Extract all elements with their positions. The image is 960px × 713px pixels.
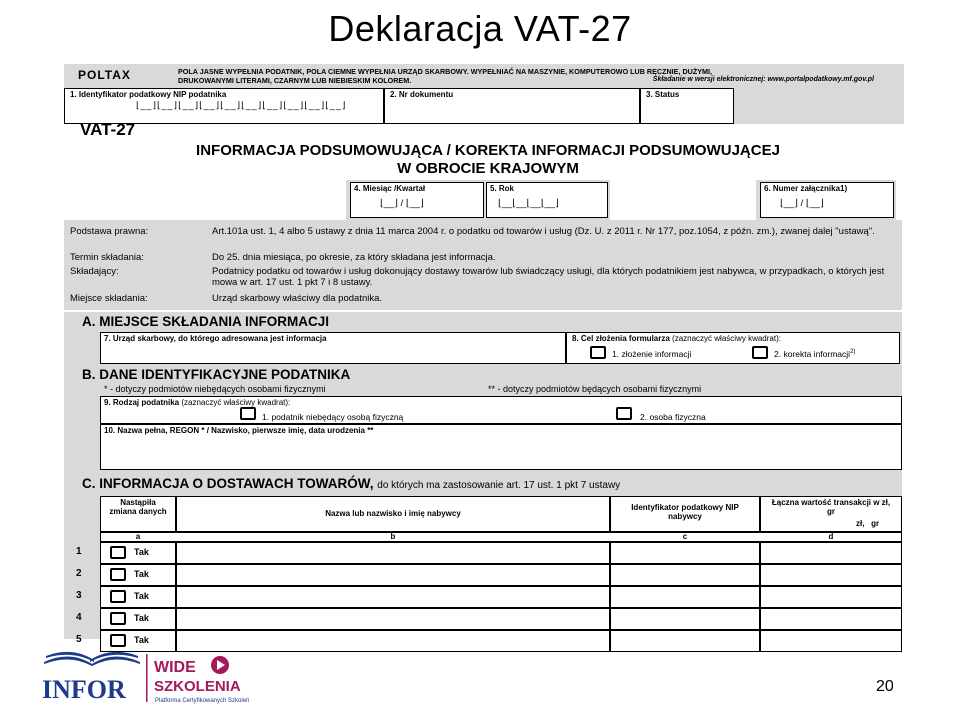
field-month-quarter-label: 4. Miesiąc /Kwartał bbox=[354, 184, 426, 193]
row-number: 3 bbox=[76, 590, 82, 601]
row-change-checkbox[interactable] bbox=[110, 634, 126, 647]
submitter-value: Podatnicy podatku od towarów i usług dokonujący dostawy towarów lub świadczący usługi, dla których podatnikiem jest nabywca, w przypadkach, o których jest mowa w art. 17 ust. 1 pkt 7 i 8 ustawy. bbox=[212, 266, 885, 288]
field-tax-office-label: 7. Urząd skarbowy, do którego adresowana jest informacja bbox=[104, 334, 327, 343]
purpose-correction-footnote: 2) bbox=[850, 349, 856, 356]
month-quarter-input-marks: ⌊__⌋ / ⌊__⌋ bbox=[380, 198, 424, 209]
infor-wide-szkolenia-logo bbox=[40, 648, 270, 708]
taxpayer-natural-checkbox[interactable] bbox=[616, 407, 632, 420]
row-total-value-cell[interactable] bbox=[760, 586, 902, 608]
poltax-label: POLTAX bbox=[78, 68, 131, 82]
row-buyer-nip-cell[interactable] bbox=[610, 630, 760, 652]
row-buyer-name-cell[interactable] bbox=[176, 564, 610, 586]
row-total-value-cell[interactable] bbox=[760, 630, 902, 652]
table-row bbox=[48, 542, 904, 564]
section-c-title bbox=[82, 476, 620, 491]
instructions-electronic: Składanie w wersji elektronicznej: www.portalpodatkowy.mf.gov.pl bbox=[652, 76, 874, 83]
row-change-checkbox[interactable] bbox=[110, 546, 126, 559]
table-row bbox=[48, 586, 904, 608]
field-full-name-label: 10. Nazwa pełna, REGON * / Nazwisko, pierwsze imię, data urodzenia ** bbox=[104, 426, 374, 435]
form-heading bbox=[88, 142, 888, 178]
filing-place-label: Miejsce składania: bbox=[70, 293, 148, 304]
purpose-correction-text: 2. korekta informacji bbox=[774, 349, 851, 359]
form-heading-line2: W OBROCIE KRAJOWYM bbox=[397, 160, 579, 177]
deadline-label: Termin składania: bbox=[70, 252, 144, 263]
col-letter-b: b bbox=[390, 532, 396, 541]
row-change-label: Tak bbox=[134, 547, 149, 557]
section-a-title: A. MIEJSCE SKŁADANIA INFORMACJI bbox=[82, 314, 330, 329]
book-wings-icon bbox=[44, 652, 140, 666]
taxpayer-non-natural-checkbox[interactable] bbox=[240, 407, 256, 420]
field-purpose-hint: (zaznaczyć właściwy kwadrat): bbox=[672, 334, 781, 343]
field-nip-label: 1. Identyfikator podatkowy NIP podatnika bbox=[70, 90, 227, 99]
col-a-header-text: Nastąpiła zmiana danych bbox=[109, 498, 167, 516]
row-buyer-nip-cell[interactable] bbox=[610, 542, 760, 564]
row-number: 5 bbox=[76, 634, 82, 645]
row-change-checkbox[interactable] bbox=[110, 568, 126, 581]
row-change-label: Tak bbox=[134, 635, 149, 645]
table-row bbox=[48, 608, 904, 630]
row-change-checkbox[interactable] bbox=[110, 590, 126, 603]
col-d-header-text: Łączna wartość transakcji w zł, gr bbox=[771, 498, 891, 516]
row-change-checkbox[interactable] bbox=[110, 612, 126, 625]
col-letter-c: c bbox=[682, 532, 688, 541]
section-b-note-natural-person: ** - dotyczy podmiotów będących osobami fizycznymi bbox=[488, 384, 702, 394]
legal-basis-block bbox=[64, 220, 902, 310]
row-change-label: Tak bbox=[134, 569, 149, 579]
row-buyer-name-cell[interactable] bbox=[176, 586, 610, 608]
section-c-title-main: C. INFORMACJA O DOSTAWACH TOWARÓW, bbox=[82, 476, 374, 491]
nip-input-marks: ⌊__⌋⌊__⌋⌊__⌋⌊__⌋⌊__⌋⌊__⌋⌊__⌋⌊__⌋⌊__⌋⌊__⌋ bbox=[136, 100, 347, 110]
row-buyer-nip-cell[interactable] bbox=[610, 586, 760, 608]
table-row bbox=[48, 564, 904, 586]
legal-basis-label: Podstawa prawna: bbox=[70, 226, 149, 237]
deadline-value: Do 25. dnia miesiąca, po okresie, za który składana jest informacja. bbox=[212, 252, 496, 263]
field-purpose-label bbox=[572, 334, 781, 343]
purpose-correction-checkbox[interactable] bbox=[752, 346, 768, 359]
purpose-correction-label bbox=[774, 349, 855, 359]
col-c-header-text: Identyfikator podatkowy NIP nabywcy bbox=[631, 503, 739, 521]
instructions-line1: POLA JASNE WYPEŁNIA PODATNIK, POLA CIEMNE WYPEŁNIA URZĄD SKARBOWY. WYPEŁNIAĆ NA MASZYNIE, KOMPUTEROWO LUB RĘCZNIE, DUŻYMI, bbox=[178, 67, 713, 76]
taxpayer-non-natural-label: 1. podatnik niebędący osobą fizyczną bbox=[262, 412, 404, 422]
purpose-submit-checkbox[interactable] bbox=[590, 346, 606, 359]
col-d-units: zł, gr bbox=[856, 519, 880, 528]
col-b-header-text: Nazwa lub nazwisko i imię nabywcy bbox=[325, 509, 461, 518]
purpose-submit-label: 1. złożenie informacji bbox=[612, 349, 692, 359]
filing-place-value: Urząd skarbowy właściwy dla podatnika. bbox=[212, 293, 383, 304]
legal-basis-value: Art.101a ust. 1, 4 albo 5 ustawy z dnia 11 marca 2004 r. o podatku od towarów i usług (Dz. U. z 2011 r. Nr 177, poz.1054, z późn. zm.), zwanej dalej "ustawą". bbox=[212, 226, 875, 237]
row-number: 2 bbox=[76, 568, 82, 579]
field-taxpayer-type-hint: (zaznaczyć właściwy kwadrat): bbox=[181, 398, 291, 407]
logo-infor-text: INFOR bbox=[42, 675, 126, 704]
field-year-label: 5. Rok bbox=[490, 184, 515, 193]
slide-title: Deklaracja VAT-27 bbox=[328, 8, 632, 49]
field-taxpayer-type-label bbox=[104, 398, 290, 407]
field-doc-number-label: 2. Nr dokumentu bbox=[390, 90, 454, 99]
row-total-value-cell[interactable] bbox=[760, 608, 902, 630]
logo-divider bbox=[146, 654, 148, 702]
section-b-note-legal-entity: * - dotyczy podmiotów niebędących osobami fizycznymi bbox=[104, 384, 326, 394]
row-change-label: Tak bbox=[134, 613, 149, 623]
form-heading-line1: INFORMACJA PODSUMOWUJĄCA / KOREKTA INFORMACJI PODSUMOWUJĄCEJ bbox=[196, 142, 780, 159]
row-total-value-cell[interactable] bbox=[760, 564, 902, 586]
row-buyer-name-cell[interactable] bbox=[176, 542, 610, 564]
row-buyer-nip-cell[interactable] bbox=[610, 608, 760, 630]
row-total-value-cell[interactable] bbox=[760, 542, 902, 564]
attachment-input-marks: ⌊__⌋ / ⌊__⌋ bbox=[780, 198, 824, 209]
page-number: 20 bbox=[876, 678, 894, 695]
taxpayer-natural-label: 2. osoba fizyczna bbox=[640, 412, 706, 422]
logo-graphic bbox=[40, 648, 270, 708]
section-b-title: B. DANE IDENTYFIKACYJNE PODATNIKA bbox=[82, 367, 351, 382]
instructions-line2: DRUKOWANYMI LITERAMI, CZARNYM LUB NIEBIESKIM KOLOREM. bbox=[178, 76, 412, 85]
row-number: 4 bbox=[76, 612, 82, 623]
field-purpose-title: 8. Cel złożenia formularza bbox=[572, 334, 670, 343]
year-input-marks: ⌊__⌊__⌊__⌊__⌋ bbox=[498, 198, 559, 209]
col-letter-d: d bbox=[828, 532, 834, 541]
row-buyer-nip-cell[interactable] bbox=[610, 564, 760, 586]
vat27-form-image bbox=[48, 64, 904, 645]
logo-wide-text: WIDE bbox=[154, 659, 196, 676]
row-change-label: Tak bbox=[134, 591, 149, 601]
row-buyer-name-cell[interactable] bbox=[176, 608, 610, 630]
vat-code: VAT-27 bbox=[80, 120, 136, 139]
field-attachment-number-label: 6. Numer załącznika1) bbox=[764, 184, 848, 193]
field-status-label: 3. Status bbox=[646, 90, 680, 99]
field-taxpayer-type-title: 9. Rodzaj podatnika bbox=[104, 398, 180, 407]
row-number: 1 bbox=[76, 546, 82, 557]
section-c-title-suffix: do których ma zastosowanie art. 17 ust. 1 pkt 7 ustawy bbox=[377, 480, 621, 491]
logo-tagline: Platforma Certyfikowanych Szkoleń bbox=[155, 698, 250, 704]
submitter-label: Składający: bbox=[70, 266, 119, 277]
logo-szkolenia-text: SZKOLENIA bbox=[154, 678, 241, 695]
col-letter-a: a bbox=[135, 532, 141, 541]
